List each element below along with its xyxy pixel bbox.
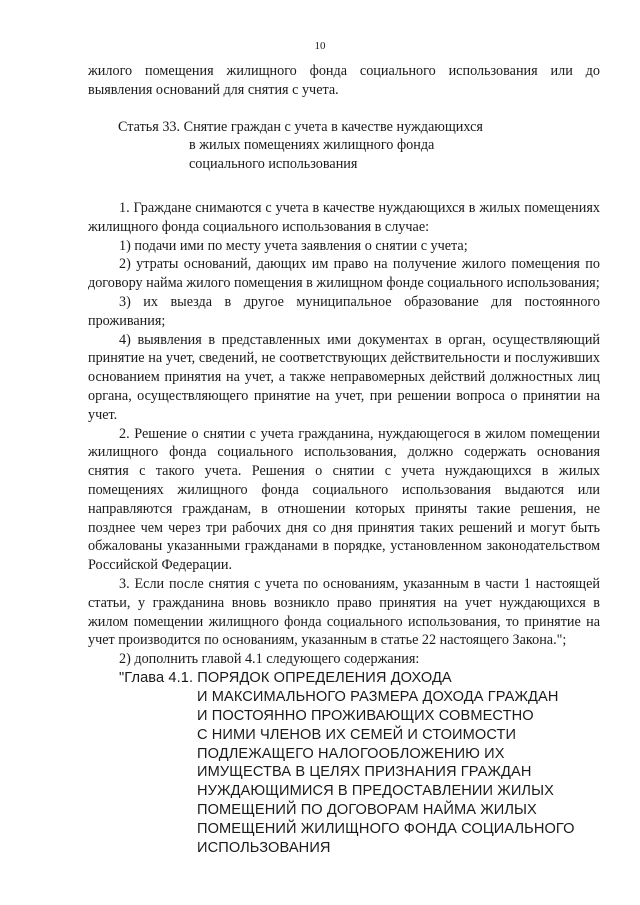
chapter-title-line: И МАКСИМАЛЬНОГО РАЗМЕРА ДОХОДА ГРАЖДАН	[197, 688, 559, 705]
article-title-line-3: социального использования	[189, 156, 358, 173]
chapter-title-line: И ПОСТОЯННО ПРОЖИВАЮЩИХ СОВМЕСТНО	[197, 707, 534, 724]
article-heading	[88, 118, 600, 174]
paragraph-item-1: 1) подачи ими по месту учета заявления о снятии с учета;	[119, 237, 468, 254]
paragraph-amendment: 2) дополнить главой 4.1 следующего содержания:	[119, 651, 420, 668]
paragraph-item-4: 4) выявления в представленных ими документах в орган, осуществляющий принятие на учет, сведений, не соответствующих действительности и послуживших основанием принятия на учет, а также неправомерных действий должностных лиц органа, осуществляющего принятие на учет, при решении вопроса о принятии на учет.	[88, 331, 600, 423]
chapter-title-line: ПОДЛЕЖАЩЕГО НАЛОГООБЛОЖЕНИЮ ИХ	[197, 745, 505, 762]
chapter-heading	[88, 669, 600, 858]
intro-paragraph: жилого помещения жилищного фонда социального использования или до выявления оснований для снятия с учета.	[88, 63, 600, 98]
paragraph-part-1: 1. Граждане снимаются с учета в качестве нуждающихся в жилых помещениях жилищного фонда социального использования в случае:	[88, 199, 600, 235]
chapter-title-line: С НИМИ ЧЛЕНОВ ИХ СЕМЕЙ И СТОИМОСТИ	[197, 726, 517, 743]
document-body	[88, 62, 600, 858]
paragraph-part-3: 3. Если после снятия с учета по основаниям, указанным в части 1 настоящей статьи, у гражданина вновь возникло право принятия на учет нуждающихся в жилом помещении жилищного фонда социального использования, то принятие на учет производится по основаниям, указанным в статье 22 настоящего Закона.";	[88, 575, 600, 649]
paragraph-part-2: 2. Решение о снятии с учета гражданина, нуждающегося в жилом помещении жилищного фонда социального использования, должно содержать основания снятия с такого учета. Решения о снятии с учета нуждающихся в жилых помещениях жилищного фонда социального использования выдаются или направляются гражданам, в отношении которых приняты такие решения, не позднее чем через три рабочих дня со дня принятия таких решений и могут быть обжалованы указанными гражданами в порядке, установленном законодательством Российской Федерации.	[88, 425, 600, 574]
paragraph-item-3: 3) их выезда в другое муниципальное образование для постоянного проживания;	[88, 293, 600, 329]
chapter-title-line: ИМУЩЕСТВА В ЦЕЛЯХ ПРИЗНАНИЯ ГРАЖДАН	[197, 764, 532, 781]
chapter-title-line: ИСПОЛЬЗОВАНИЯ	[197, 840, 331, 857]
article-title-line-1: Статья 33. Снятие граждан с учета в качестве нуждающихся	[118, 118, 483, 135]
chapter-title-lead: "Глава 4.1. ПОРЯДОК ОПРЕДЕЛЕНИЯ ДОХОДА	[119, 669, 452, 686]
chapter-title-line: ПОМЕЩЕНИЙ ЖИЛИЩНОГО ФОНДА СОЦИАЛЬНОГО	[197, 821, 575, 838]
chapter-title-line: ПОМЕЩЕНИЙ ПО ДОГОВОРАМ НАЙМА ЖИЛЫХ	[197, 802, 537, 819]
chapter-title-line: НУЖДАЮЩИМИСЯ В ПРЕДОСТАВЛЕНИИ ЖИЛЫХ	[197, 783, 554, 800]
page-number: 10	[314, 40, 326, 52]
article-title-line-2: в жилых помещениях жилищного фонда	[189, 137, 435, 154]
paragraph-item-2: 2) утраты оснований, дающих им право на получение жилого помещения по договору найма жилого помещения в жилищном фонде социального использования;	[88, 256, 600, 292]
